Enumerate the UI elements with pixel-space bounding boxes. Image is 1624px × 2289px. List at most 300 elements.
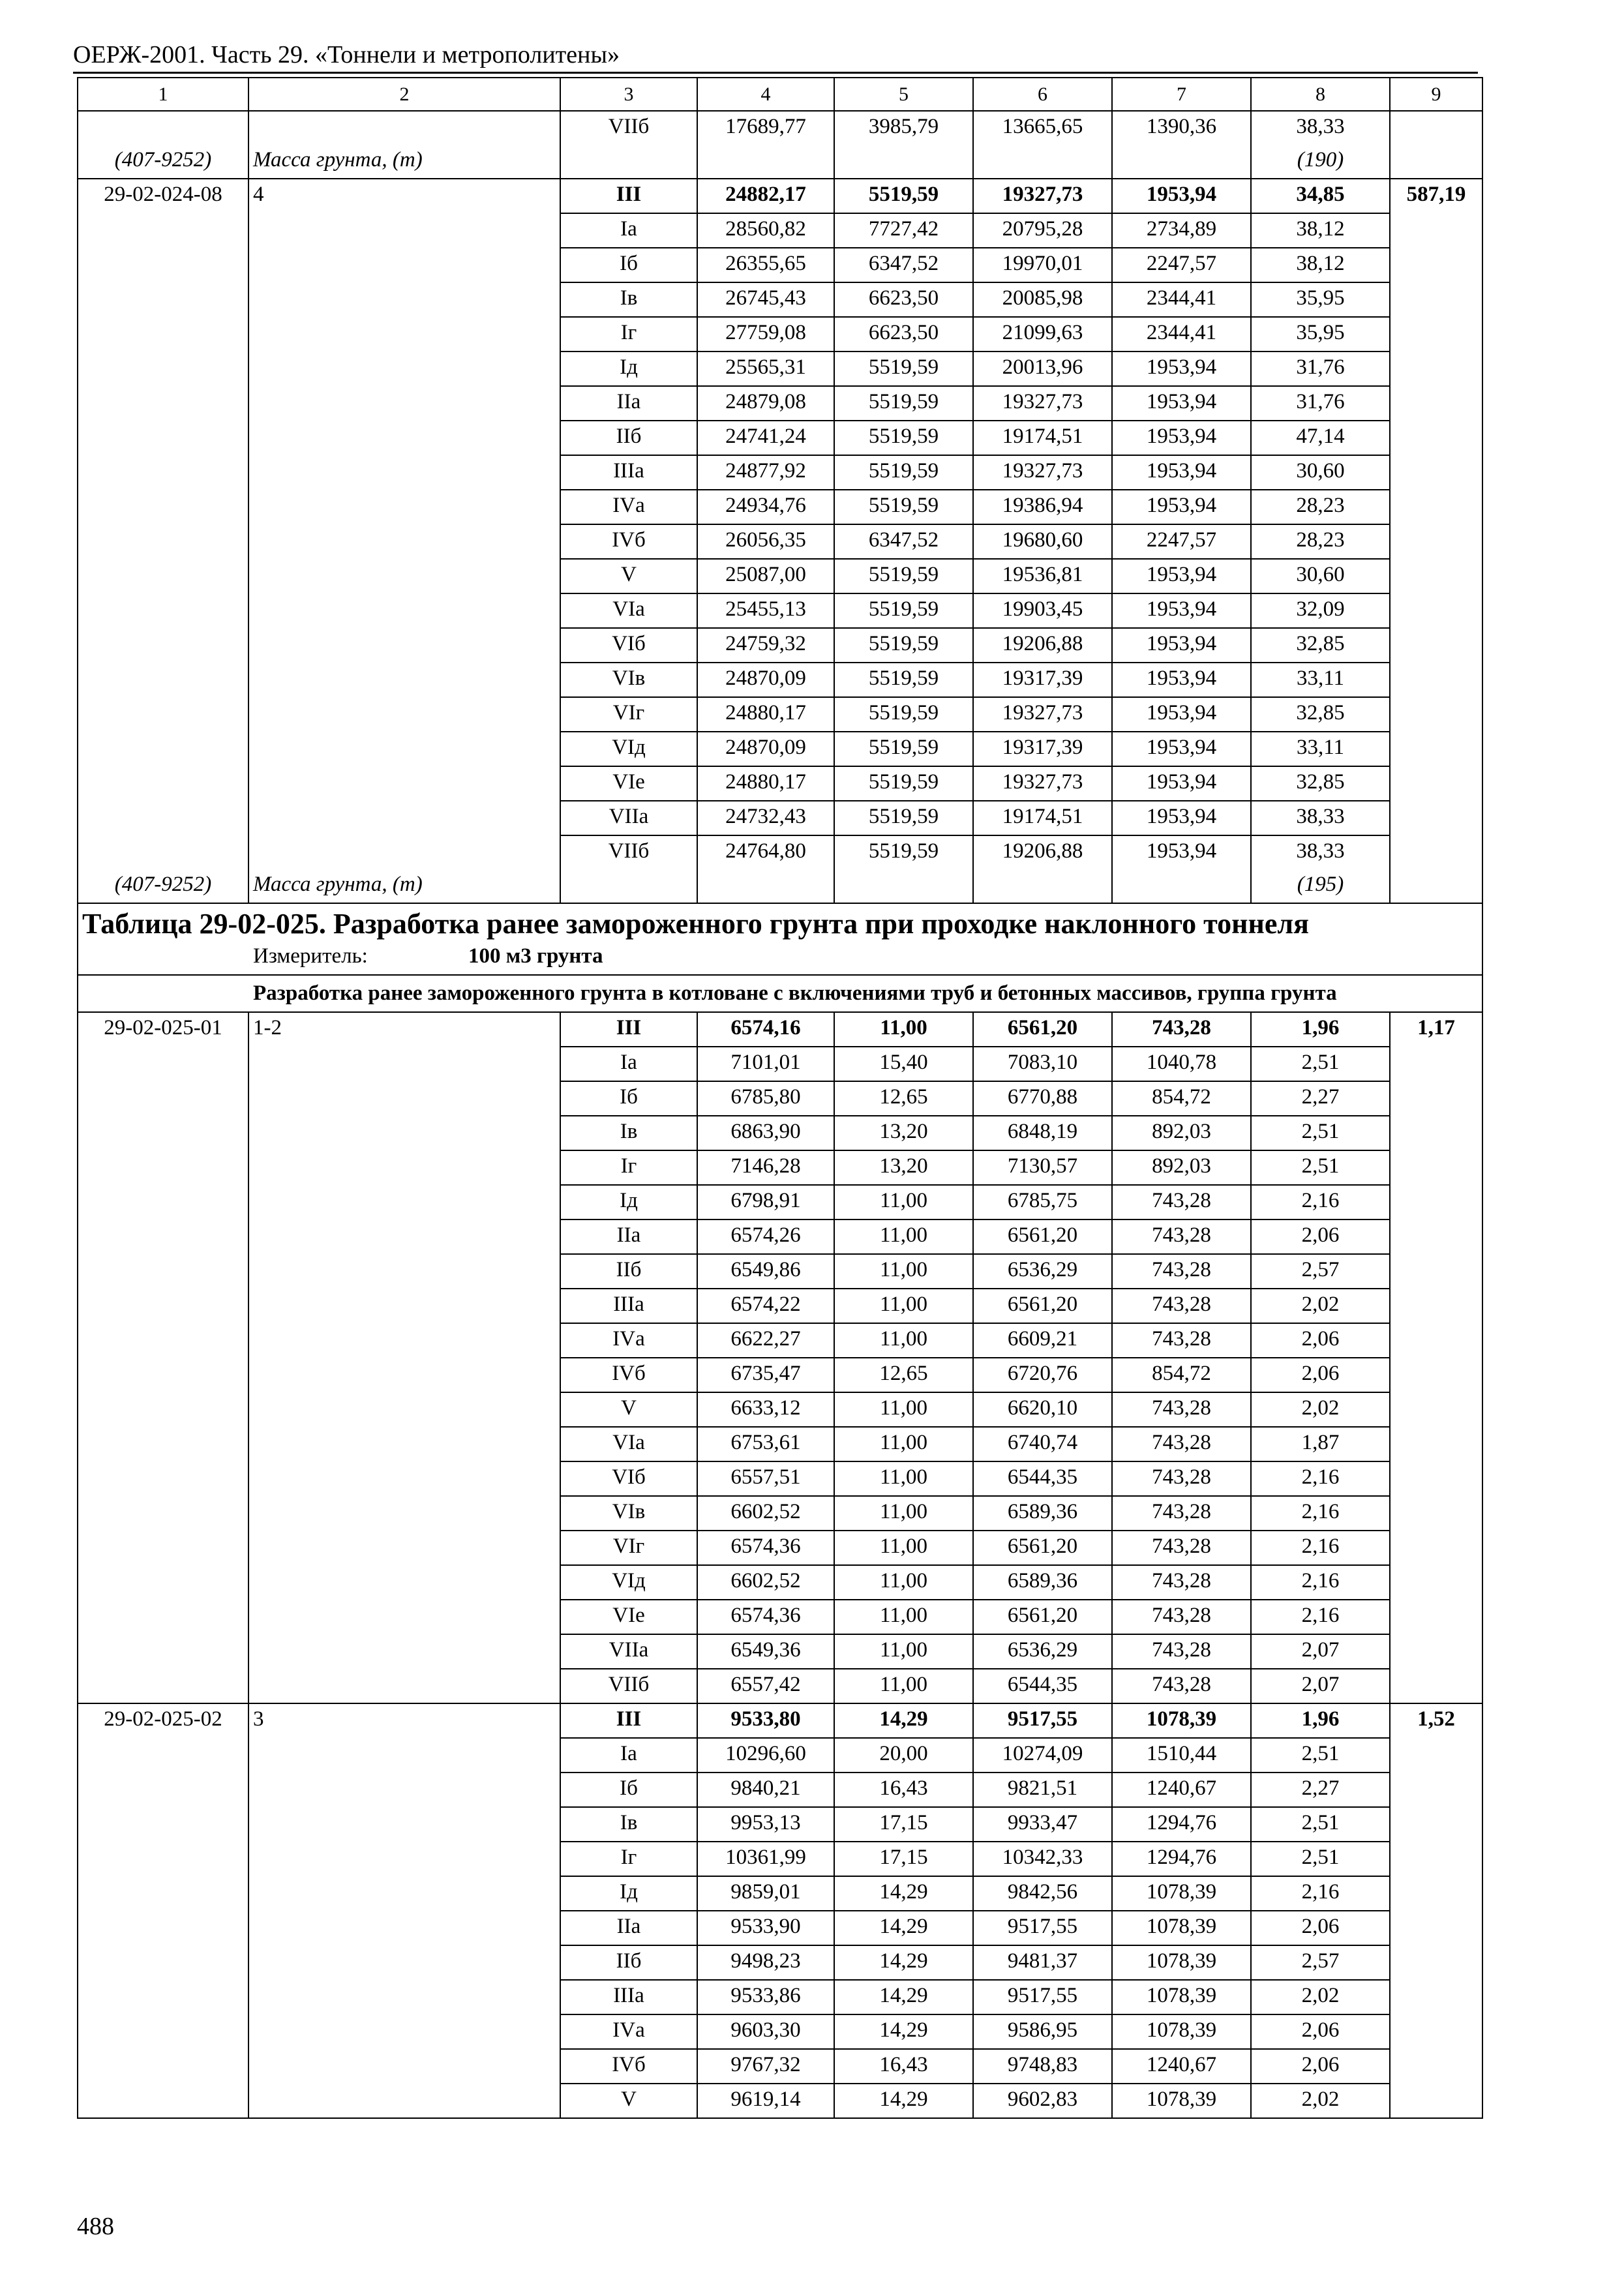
value-cell-c4: 26745,43 (697, 282, 834, 317)
value-cell-c4: 24870,09 (697, 663, 834, 697)
value-cell-c8: 2,07 (1251, 1669, 1390, 1703)
value-cell-c7: 854,72 (1112, 1081, 1251, 1116)
code-cell (78, 559, 248, 593)
table-row (78, 593, 1482, 628)
value-cell-c6: 19317,39 (973, 732, 1112, 766)
value-cell-c6: 9481,37 (973, 1945, 1112, 1980)
value-cell-c5: 5519,59 (834, 766, 973, 801)
value-cell-c4: 6549,36 (697, 1634, 834, 1669)
value-cell-c9: 1,52 (1390, 1703, 1482, 1738)
code-cell (78, 1254, 248, 1289)
value-cell-c6: 6561,20 (973, 1219, 1112, 1254)
value-cell-c6: 10274,09 (973, 1738, 1112, 1773)
value-cell-c5: 5519,59 (834, 179, 973, 213)
description-cell (248, 1531, 560, 1565)
value-cell-c4: 9840,21 (697, 1773, 834, 1807)
code-cell (78, 766, 248, 801)
value-cell-c5: 11,00 (834, 1289, 973, 1323)
code-cell (78, 1945, 248, 1980)
value-cell-c9 (1390, 1081, 1482, 1116)
value-cell-c5: 6623,50 (834, 282, 973, 317)
value-cell-c8: 38,33 (1251, 835, 1390, 869)
table-row (78, 1392, 1482, 1427)
value-cell-c6: 6609,21 (973, 1323, 1112, 1358)
value-cell-c8: 35,95 (1251, 317, 1390, 352)
description-cell (248, 1600, 560, 1634)
code-cell (78, 111, 248, 145)
value-cell-c3: IVб (560, 1358, 697, 1392)
value-cell-c7: 743,28 (1112, 1600, 1251, 1634)
table-row (78, 1669, 1482, 1703)
value-cell-c8: 35,95 (1251, 282, 1390, 317)
column-number: 7 (1112, 78, 1251, 111)
value-cell-c9 (1390, 1911, 1482, 1945)
value-cell-c6: 9933,47 (973, 1807, 1112, 1842)
value-cell-c5: 11,00 (834, 1600, 973, 1634)
value-cell-c3: VIг (560, 1531, 697, 1565)
table-row (78, 1289, 1482, 1323)
value-cell-c8: 38,12 (1251, 213, 1390, 248)
description-cell (248, 1634, 560, 1669)
value-cell-c7: 2247,57 (1112, 248, 1251, 282)
table-row (78, 421, 1482, 455)
value-cell-c4: 9859,01 (697, 1876, 834, 1911)
value-cell-c6: 9748,83 (973, 2049, 1112, 2084)
empty-cell (1390, 869, 1482, 903)
value-cell-c5: 5519,59 (834, 801, 973, 835)
description-cell (248, 559, 560, 593)
value-cell-c3: IIIа (560, 1289, 697, 1323)
value-cell-c9: 1,17 (1390, 1012, 1482, 1047)
value-cell-c7: 743,28 (1112, 1392, 1251, 1427)
value-cell-c6: 6536,29 (973, 1254, 1112, 1289)
value-cell-c9 (1390, 317, 1482, 352)
value-cell-c7: 1953,94 (1112, 593, 1251, 628)
value-cell-c9 (1390, 1945, 1482, 1980)
table-row (78, 628, 1482, 663)
value-cell-c5: 14,29 (834, 1911, 973, 1945)
value-cell-c4: 25455,13 (697, 593, 834, 628)
value-cell-c8: 38,33 (1251, 111, 1390, 145)
column-number: 6 (973, 78, 1112, 111)
table-row (78, 1323, 1482, 1358)
code-cell (78, 490, 248, 524)
description-cell (248, 697, 560, 732)
description-cell (248, 1150, 560, 1185)
code-cell (78, 248, 248, 282)
table-row (78, 1012, 1482, 1047)
value-cell-c4: 9533,90 (697, 1911, 834, 1945)
value-cell-c7: 1953,94 (1112, 421, 1251, 455)
value-cell-c5: 17,15 (834, 1807, 973, 1842)
value-cell-c7: 1510,44 (1112, 1738, 1251, 1773)
code-cell (78, 1980, 248, 2014)
value-cell-c8: 2,27 (1251, 1773, 1390, 1807)
value-cell-c3: Iа (560, 1738, 697, 1773)
value-cell-c3: VIе (560, 766, 697, 801)
value-cell-c5: 11,00 (834, 1012, 973, 1047)
value-cell-c5: 12,65 (834, 1358, 973, 1392)
value-cell-c7: 743,28 (1112, 1634, 1251, 1669)
description-cell (248, 1807, 560, 1842)
column-number: 3 (560, 78, 697, 111)
table-row (78, 317, 1482, 352)
value-cell-c5: 13,20 (834, 1150, 973, 1185)
value-cell-c9 (1390, 1358, 1482, 1392)
value-cell-c4: 7146,28 (697, 1150, 834, 1185)
value-cell-c7: 1953,94 (1112, 697, 1251, 732)
value-cell-c8: 2,06 (1251, 2049, 1390, 2084)
value-cell-c8: 32,85 (1251, 697, 1390, 732)
description-cell (248, 801, 560, 835)
table-row (78, 1738, 1482, 1773)
page-number: 488 (77, 2213, 114, 2240)
value-cell-c7: 1953,94 (1112, 386, 1251, 421)
value-cell-c3: III (560, 1012, 697, 1047)
value-cell-c5: 14,29 (834, 1980, 973, 2014)
value-cell-c6: 19327,73 (973, 455, 1112, 490)
code-cell (78, 1323, 248, 1358)
value-cell-c5: 11,00 (834, 1323, 973, 1358)
table-row (78, 386, 1482, 421)
value-cell-c9 (1390, 352, 1482, 386)
value-cell-c4: 6633,12 (697, 1392, 834, 1427)
value-cell-c7: 1078,39 (1112, 1945, 1251, 1980)
value-cell-c9 (1390, 1392, 1482, 1427)
value-cell-c6: 6561,20 (973, 1289, 1112, 1323)
unit-line (82, 942, 1478, 970)
description-cell (248, 1289, 560, 1323)
description-cell (248, 111, 560, 145)
value-cell-c7: 1953,94 (1112, 352, 1251, 386)
code-cell (78, 213, 248, 248)
value-cell-c4: 6602,52 (697, 1565, 834, 1600)
code-cell (78, 386, 248, 421)
value-cell-c6: 19327,73 (973, 386, 1112, 421)
value-cell-c9 (1390, 524, 1482, 559)
value-cell-c4: 9767,32 (697, 2049, 834, 2084)
value-cell-c7: 1294,76 (1112, 1807, 1251, 1842)
value-cell-c4: 9603,30 (697, 2014, 834, 2049)
value-cell-c5: 11,00 (834, 1219, 973, 1254)
code-cell (78, 835, 248, 869)
code-cell (78, 1358, 248, 1392)
value-cell-c6: 6561,20 (973, 1012, 1112, 1047)
value-cell-c5: 5519,59 (834, 386, 973, 421)
code-cell (78, 663, 248, 697)
value-cell-c7: 1953,94 (1112, 663, 1251, 697)
value-cell-c3: VIб (560, 1461, 697, 1496)
value-cell-c9 (1390, 1496, 1482, 1531)
value-cell-c5: 11,00 (834, 1461, 973, 1496)
value-cell-c3: Iб (560, 1773, 697, 1807)
value-cell-c6: 6544,35 (973, 1461, 1112, 1496)
value-cell-c5: 11,00 (834, 1254, 973, 1289)
code-cell (78, 1634, 248, 1669)
value-cell-c8: 30,60 (1251, 559, 1390, 593)
description-cell (248, 628, 560, 663)
value-cell-c6: 9517,55 (973, 1703, 1112, 1738)
description-cell (248, 1219, 560, 1254)
description-cell (248, 248, 560, 282)
value-cell-c9 (1390, 1980, 1482, 2014)
value-cell-c5: 5519,59 (834, 421, 973, 455)
value-cell-c3: VIIб (560, 835, 697, 869)
value-cell-c9 (1390, 801, 1482, 835)
description-cell (248, 1323, 560, 1358)
code-cell (78, 1427, 248, 1461)
value-cell-c3: VIе (560, 1600, 697, 1634)
code-cell (78, 1600, 248, 1634)
value-cell-c8: 2,16 (1251, 1496, 1390, 1531)
value-cell-c3: IIб (560, 421, 697, 455)
value-cell-c8: 2,16 (1251, 1185, 1390, 1219)
value-cell-c9 (1390, 732, 1482, 766)
value-cell-c3: VIв (560, 1496, 697, 1531)
description-cell (248, 593, 560, 628)
description-cell (248, 1842, 560, 1876)
description-cell (248, 1876, 560, 1911)
description-cell (248, 1738, 560, 1773)
value-cell-c7: 2247,57 (1112, 524, 1251, 559)
value-cell-c3: IIIа (560, 1980, 697, 2014)
code-cell (78, 1289, 248, 1323)
table-row (78, 1600, 1482, 1634)
value-cell-c4: 24741,24 (697, 421, 834, 455)
value-cell-c5: 20,00 (834, 1738, 973, 1773)
column-number: 9 (1390, 78, 1482, 111)
value-cell-c7: 1078,39 (1112, 2014, 1251, 2049)
value-cell-c6: 7083,10 (973, 1047, 1112, 1081)
mass-value: (190) (1251, 145, 1390, 179)
table-row (78, 835, 1482, 869)
description-cell (248, 1773, 560, 1807)
table-row (78, 1876, 1482, 1911)
table-row (78, 1531, 1482, 1565)
description-cell (248, 455, 560, 490)
value-cell-c7: 1294,76 (1112, 1842, 1251, 1876)
table-row (78, 282, 1482, 317)
value-cell-c9 (1390, 1289, 1482, 1323)
value-cell-c3: VIа (560, 1427, 697, 1461)
mass-row (78, 869, 1482, 903)
value-cell-c6: 19206,88 (973, 628, 1112, 663)
value-cell-c6: 6620,10 (973, 1392, 1112, 1427)
column-number: 8 (1251, 78, 1390, 111)
empty-cell (1390, 145, 1482, 179)
value-cell-c5: 5519,59 (834, 455, 973, 490)
description-cell (248, 1427, 560, 1461)
code-cell (78, 1565, 248, 1600)
table-row (78, 2014, 1482, 2049)
value-cell-c5: 11,00 (834, 1427, 973, 1461)
value-cell-c8: 47,14 (1251, 421, 1390, 455)
value-cell-c6: 19174,51 (973, 421, 1112, 455)
description-cell (248, 2084, 560, 2118)
value-cell-c5: 14,29 (834, 1945, 973, 1980)
value-cell-c3: V (560, 1392, 697, 1427)
value-cell-c8: 34,85 (1251, 179, 1390, 213)
value-cell-c3: VIд (560, 1565, 697, 1600)
description-cell (248, 2014, 560, 2049)
value-cell-c5: 14,29 (834, 2014, 973, 2049)
value-cell-c3: VIа (560, 593, 697, 628)
value-cell-c5: 6347,52 (834, 524, 973, 559)
value-cell-c8: 2,16 (1251, 1600, 1390, 1634)
description-cell (248, 835, 560, 869)
empty-cell (1112, 145, 1251, 179)
value-cell-c4: 24759,32 (697, 628, 834, 663)
value-cell-c4: 6574,36 (697, 1600, 834, 1634)
description-cell (248, 1911, 560, 1945)
value-cell-c7: 1953,94 (1112, 559, 1251, 593)
value-cell-c8: 2,57 (1251, 1945, 1390, 1980)
value-cell-c8: 2,51 (1251, 1150, 1390, 1185)
value-cell-c3: IIIа (560, 455, 697, 490)
code-cell (78, 1773, 248, 1807)
value-cell-c5: 5519,59 (834, 732, 973, 766)
value-cell-c6: 19174,51 (973, 801, 1112, 835)
value-cell-c4: 10296,60 (697, 1738, 834, 1773)
value-cell-c9 (1390, 1876, 1482, 1911)
code-cell (78, 1392, 248, 1427)
value-cell-c8: 2,02 (1251, 1289, 1390, 1323)
value-cell-c5: 14,29 (834, 2084, 973, 2118)
table-row (78, 1911, 1482, 1945)
value-cell-c4: 10361,99 (697, 1842, 834, 1876)
value-cell-c9 (1390, 282, 1482, 317)
value-cell-c8: 30,60 (1251, 455, 1390, 490)
value-cell-c8: 2,02 (1251, 1980, 1390, 2014)
value-cell-c3: Iд (560, 1185, 697, 1219)
value-cell-c7: 743,28 (1112, 1427, 1251, 1461)
code-cell (78, 628, 248, 663)
value-cell-c8: 1,96 (1251, 1703, 1390, 1738)
description-cell (248, 1254, 560, 1289)
value-cell-c4: 9953,13 (697, 1807, 834, 1842)
code-cell (78, 352, 248, 386)
empty-cell (560, 869, 697, 903)
value-cell-c4: 6549,86 (697, 1254, 834, 1289)
value-cell-c3: III (560, 179, 697, 213)
value-cell-c8: 2,06 (1251, 1358, 1390, 1392)
value-cell-c9 (1390, 1600, 1482, 1634)
value-cell-c7: 743,28 (1112, 1219, 1251, 1254)
value-cell-c9 (1390, 1669, 1482, 1703)
empty-cell (1112, 869, 1251, 903)
value-cell-c4: 6574,26 (697, 1219, 834, 1254)
code-cell (78, 1047, 248, 1081)
table-row (78, 1565, 1482, 1600)
code-cell (78, 524, 248, 559)
value-cell-c4: 9533,86 (697, 1980, 834, 2014)
value-cell-c3: Iг (560, 317, 697, 352)
value-cell-c3: Iб (560, 248, 697, 282)
description-cell (248, 524, 560, 559)
column-number: 1 (78, 78, 248, 111)
table-row (78, 2084, 1482, 2118)
value-cell-c6: 19903,45 (973, 593, 1112, 628)
value-cell-c3: Iд (560, 1876, 697, 1911)
value-cell-c6: 6848,19 (973, 1116, 1112, 1150)
value-cell-c3: VIд (560, 732, 697, 766)
value-cell-c7: 1078,39 (1112, 1911, 1251, 1945)
description-cell (248, 421, 560, 455)
empty-cell (973, 869, 1112, 903)
code-cell (78, 1738, 248, 1773)
value-cell-c4: 6602,52 (697, 1496, 834, 1531)
table-row (78, 1185, 1482, 1219)
table-row (78, 1634, 1482, 1669)
code-cell (78, 1081, 248, 1116)
table-row (78, 1081, 1482, 1116)
value-cell-c4: 6785,80 (697, 1081, 834, 1116)
value-cell-c4: 24934,76 (697, 490, 834, 524)
subheading-row (78, 975, 1482, 1012)
value-cell-c7: 1078,39 (1112, 1703, 1251, 1738)
value-cell-c3: IIа (560, 1219, 697, 1254)
value-cell-c5: 16,43 (834, 1773, 973, 1807)
mass-code: (407-9252) (78, 869, 248, 903)
value-cell-c6: 9517,55 (973, 1980, 1112, 2014)
value-cell-c4: 6557,51 (697, 1461, 834, 1496)
value-cell-c9 (1390, 628, 1482, 663)
header-rule (73, 72, 1478, 74)
value-cell-c3: III (560, 1703, 697, 1738)
table-title-row (78, 903, 1482, 975)
value-cell-c6: 6770,88 (973, 1081, 1112, 1116)
value-cell-c9 (1390, 111, 1482, 145)
table-row (78, 559, 1482, 593)
description-cell (248, 1945, 560, 1980)
table-row (78, 1773, 1482, 1807)
description-cell (248, 1496, 560, 1531)
value-cell-c8: 2,16 (1251, 1531, 1390, 1565)
value-cell-c9 (1390, 1531, 1482, 1565)
value-cell-c7: 1078,39 (1112, 1980, 1251, 2014)
value-cell-c4: 25565,31 (697, 352, 834, 386)
value-cell-c3: IVа (560, 490, 697, 524)
table-row (78, 801, 1482, 835)
value-cell-c9 (1390, 421, 1482, 455)
value-cell-c5: 11,00 (834, 1565, 973, 1600)
value-cell-c4: 9533,80 (697, 1703, 834, 1738)
value-cell-c8: 28,23 (1251, 490, 1390, 524)
value-cell-c9 (1390, 1219, 1482, 1254)
description-cell (248, 282, 560, 317)
value-cell-c8: 28,23 (1251, 524, 1390, 559)
value-cell-c9 (1390, 1116, 1482, 1150)
value-cell-c3: Iд (560, 352, 697, 386)
code-cell (78, 1116, 248, 1150)
table-row (78, 1219, 1482, 1254)
description-cell: 3 (248, 1703, 560, 1738)
value-cell-c6: 6785,75 (973, 1185, 1112, 1219)
value-cell-c8: 33,11 (1251, 663, 1390, 697)
code-cell: 29-02-025-01 (78, 1012, 248, 1047)
value-cell-c7: 1240,67 (1112, 2049, 1251, 2084)
value-cell-c3: Iв (560, 282, 697, 317)
value-cell-c5: 16,43 (834, 2049, 973, 2084)
value-cell-c9 (1390, 248, 1482, 282)
value-cell-c5: 11,00 (834, 1531, 973, 1565)
value-cell-c8: 2,06 (1251, 1323, 1390, 1358)
value-cell-c9 (1390, 2049, 1482, 2084)
value-cell-c6: 21099,63 (973, 317, 1112, 352)
value-cell-c7: 743,28 (1112, 1496, 1251, 1531)
table-row (78, 697, 1482, 732)
description-cell (248, 1669, 560, 1703)
